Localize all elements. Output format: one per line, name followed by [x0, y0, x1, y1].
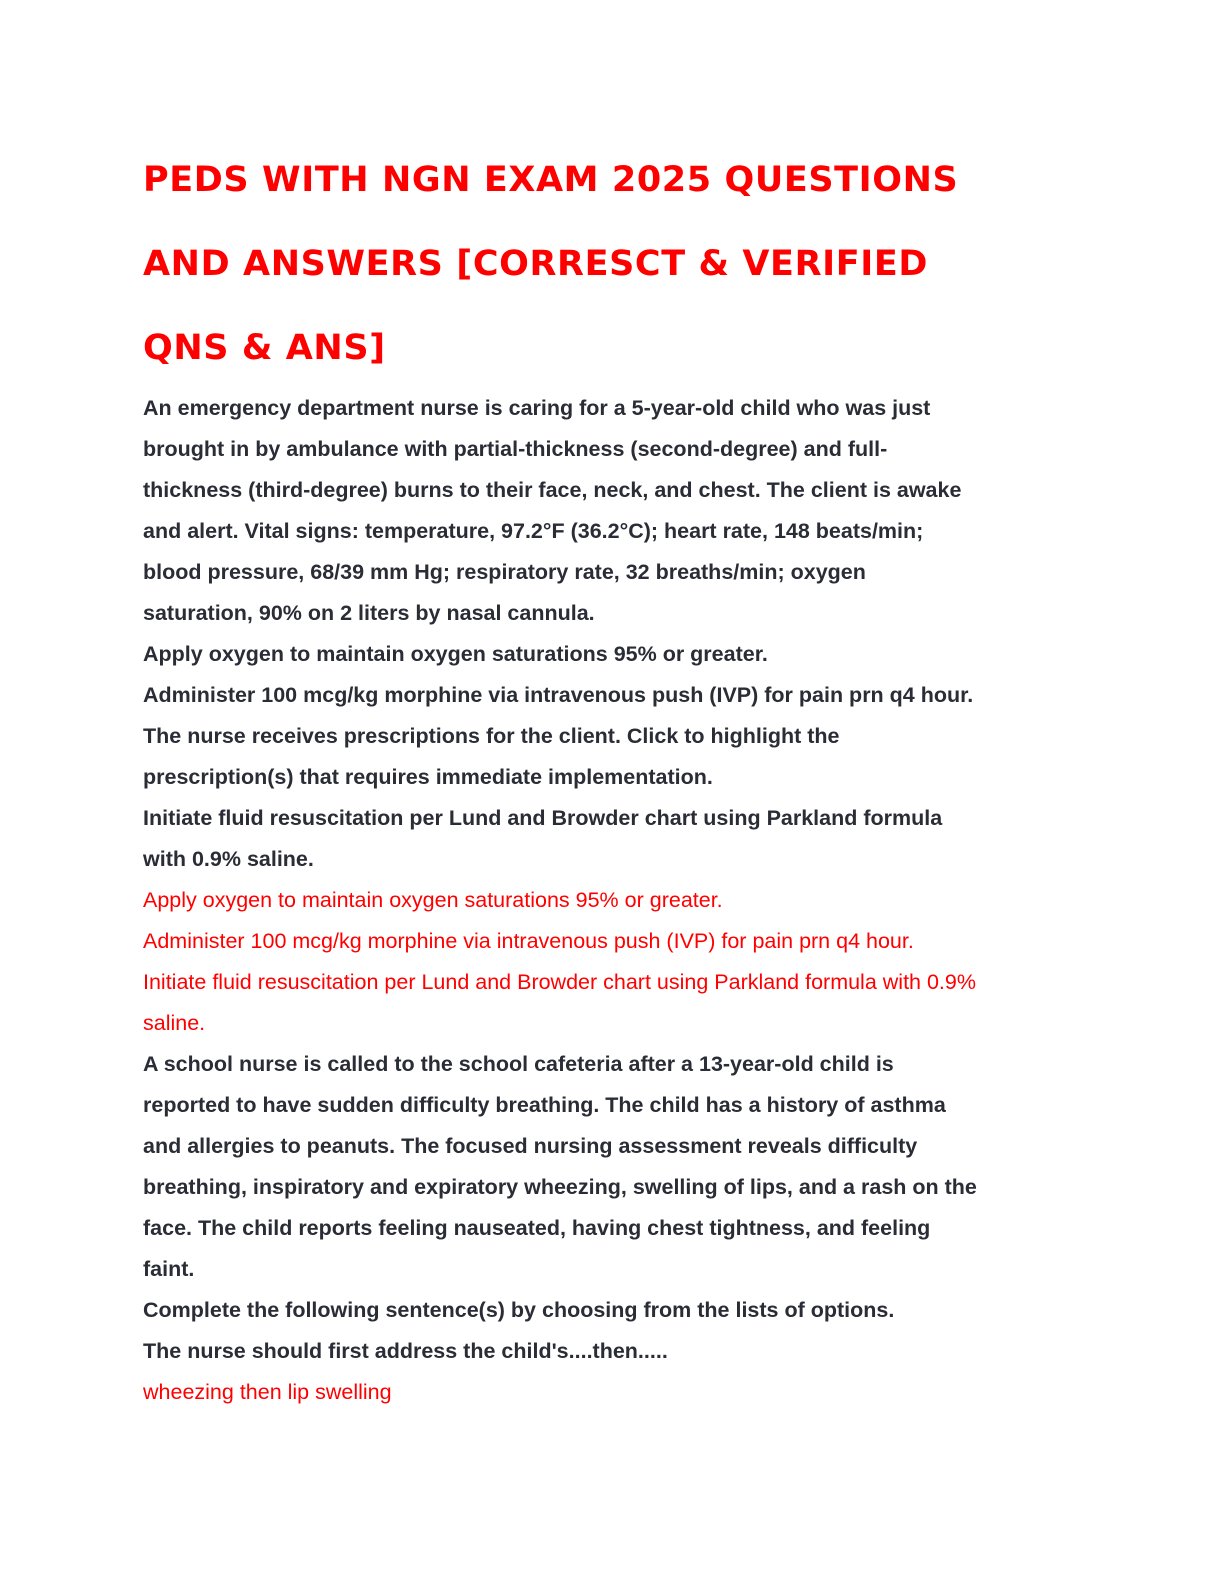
question-line: faint.: [143, 1257, 195, 1281]
title-line: QNS & ANS]: [143, 328, 386, 368]
question-line: breathing, inspiratory and expiratory wheezing, swelling of lips, and a rash on the: [143, 1175, 977, 1199]
question-line: brought in by ambulance with partial-thickness (second-degree) and full-: [143, 437, 888, 461]
option-line: with 0.9% saline.: [143, 847, 314, 871]
option-line: Administer 100 mcg/kg morphine via intravenous push (IVP) for pain prn q4 hour.: [143, 683, 974, 707]
document-body: [143, 388, 1083, 1413]
question-line: The nurse receives prescriptions for the client. Click to highlight the: [143, 724, 840, 748]
question-line: Complete the following sentence(s) by choosing from the lists of options.: [143, 1298, 895, 1322]
question-line: thickness (third-degree) burns to their face, neck, and chest. The client is awake: [143, 478, 962, 502]
answer-line: saline.: [143, 1011, 206, 1035]
answer-line: Initiate fluid resuscitation per Lund and Browder chart using Parkland formula with 0.9%: [143, 970, 976, 994]
answer-line: Administer 100 mcg/kg morphine via intravenous push (IVP) for pain prn q4 hour.: [143, 929, 914, 953]
question-line: An emergency department nurse is caring for a 5-year-old child who was just: [143, 396, 931, 420]
question-line: face. The child reports feeling nauseated, having chest tightness, and feeling: [143, 1216, 931, 1240]
document-title: [143, 138, 1083, 390]
title-line: PEDS WITH NGN EXAM 2025 QUESTIONS: [143, 160, 959, 200]
question-line: and alert. Vital signs: temperature, 97.2°F (36.2°C); heart rate, 148 beats/min;: [143, 519, 924, 543]
question-line: saturation, 90% on 2 liters by nasal cannula.: [143, 601, 595, 625]
question-line: The nurse should first address the child's....then.....: [143, 1339, 668, 1363]
answer-line: wheezing then lip swelling: [143, 1380, 392, 1404]
question-line: and allergies to peanuts. The focused nursing assessment reveals difficulty: [143, 1134, 918, 1158]
question-line: blood pressure, 68/39 mm Hg; respiratory rate, 32 breaths/min; oxygen: [143, 560, 866, 584]
question-line: prescription(s) that requires immediate implementation.: [143, 765, 713, 789]
option-line: Initiate fluid resuscitation per Lund and Browder chart using Parkland formula: [143, 806, 943, 830]
question-line: reported to have sudden difficulty breathing. The child has a history of asthma: [143, 1093, 946, 1117]
title-line: AND ANSWERS [CORRESCT & VERIFIED: [143, 244, 929, 284]
question-line: A school nurse is called to the school cafeteria after a 13-year-old child is: [143, 1052, 894, 1076]
option-line: Apply oxygen to maintain oxygen saturations 95% or greater.: [143, 642, 768, 666]
answer-line: Apply oxygen to maintain oxygen saturations 95% or greater.: [143, 888, 723, 912]
